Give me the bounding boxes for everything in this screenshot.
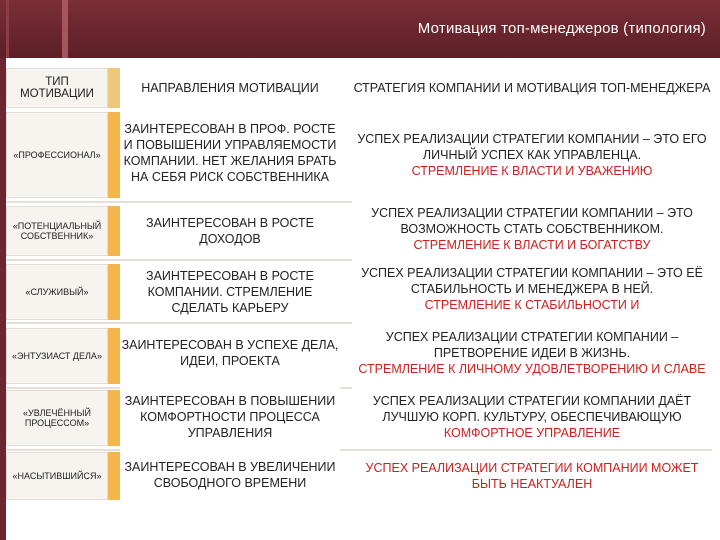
strategy-text: УСПЕХ РЕАЛИЗАЦИИ СТРАТЕГИИ КОМПАНИИ – ЭТО ВОЗМОЖНОСТЬ СТАТЬ СОБСТВЕННИКОМ. bbox=[371, 206, 693, 236]
direction-cell: ЗАИНТЕРЕСОВАН В ПОВЫШЕНИИ КОМФОРТНОСТИ ПРОЦЕССА УПРАВЛЕНИЯ bbox=[120, 386, 340, 448]
strategy-text: УСПЕХ РЕАЛИЗАЦИИ СТРАТЕГИИ КОМПАНИИ – ПРЕТВОРЕНИЕ ИДЕИ В ЖИЗНЬ. bbox=[385, 330, 679, 360]
column-header-type: ТИП МОТИВАЦИИ bbox=[6, 68, 108, 108]
type-cell: «ПОТЕНЦИАЛЬНЫЙ СОБСТВЕННИК» bbox=[6, 206, 108, 256]
strategy-highlight: СТРЕМЛЕНИЕ К ЛИЧНОМУ УДОВЛЕТВОРЕНИЮ И СЛАВЕ bbox=[358, 362, 706, 376]
direction-cell: ЗАИНТЕРЕСОВАН В УВЕЛИЧЕНИИ СВОБОДНОГО ВРЕМЕНИ bbox=[120, 448, 340, 502]
strategy-text: УСПЕХ РЕАЛИЗАЦИИ СТРАТЕГИИ КОМПАНИИ ДАЁТ ЛУЧШУЮ КОРП. КУЛЬТУРУ, ОБЕСПЕЧИВАЮЩУЮ bbox=[372, 394, 692, 424]
strategy-text: УСПЕХ РЕАЛИЗАЦИИ СТРАТЕГИИ КОМПАНИИ – ЭТО ЕГО ЛИЧНЫЙ УСПЕХ КАК УПРАВЛЕНЦА. bbox=[357, 132, 707, 162]
strategy-highlight: КОМФОРТНОЕ УПРАВЛЕНИЕ bbox=[443, 426, 621, 440]
accent-block bbox=[108, 452, 120, 500]
direction-cell: ЗАИНТЕРЕСОВАН В РОСТЕ КОМПАНИИ. СТРЕМЛЕНИЕ СДЕЛАТЬ КАРЬЕРУ bbox=[120, 264, 340, 320]
strategy-highlight: СТРЕМЛЕНИЕ К ВЛАСТИ И УВАЖЕНИЮ bbox=[411, 164, 653, 178]
direction-cell: ЗАИНТЕРЕСОВАН В УСПЕХЕ ДЕЛА, ИДЕИ, ПРОЕКТА bbox=[120, 328, 340, 378]
type-cell: «УВЛЕЧЁННЫЙ ПРОЦЕССОМ» bbox=[6, 390, 108, 446]
direction-cell: ЗАИНТЕРЕСОВАН В ПРОФ. РОСТЕ И ПОВЫШЕНИИ УПРАВЛЯЕМОСТИ КОМПАНИИ. НЕТ ЖЕЛАНИЯ БРАТЬ НА СЕБЯ РИСК СОБСТВЕННИКА bbox=[120, 104, 340, 202]
type-cell: «ПРОФЕССИОНАЛ» bbox=[6, 112, 108, 198]
accent-block bbox=[108, 68, 120, 108]
strategy-highlight: СТРЕМЛЕНИЕ К ВЛАСТИ И БОГАТСТВУ bbox=[413, 238, 651, 252]
slide-header bbox=[0, 0, 720, 58]
accent-block bbox=[108, 264, 120, 320]
strategy-cell bbox=[352, 320, 712, 386]
strategy-highlight: СТРЕМЛЕНИЕ К СТАБИЛЬНОСТИ И bbox=[424, 298, 640, 312]
strategy-cell bbox=[352, 258, 712, 320]
accent-block bbox=[108, 390, 120, 446]
header-stripe bbox=[6, 0, 9, 58]
accent-block bbox=[108, 328, 120, 384]
type-cell: «ЭНТУЗИАСТ ДЕЛА» bbox=[6, 328, 108, 384]
slide-title: Мотивация топ-менеджеров (типология) bbox=[417, 20, 706, 37]
type-cell: «СЛУЖИВЫЙ» bbox=[6, 264, 108, 320]
strategy-cell bbox=[352, 452, 712, 500]
strategy-cell bbox=[352, 196, 712, 262]
strategy-cell bbox=[352, 112, 712, 198]
row-separator bbox=[6, 449, 712, 451]
direction-cell: ЗАИНТЕРЕСОВАН В РОСТЕ ДОХОДОВ bbox=[120, 206, 340, 256]
accent-block bbox=[108, 206, 120, 256]
accent-block bbox=[108, 112, 120, 198]
strategy-text: УСПЕХ РЕАЛИЗАЦИИ СТРАТЕГИИ КОМПАНИИ – ЭТО ЕЁ СТАБИЛЬНОСТЬ И МЕНЕДЖЕРА В НЕЙ. bbox=[361, 266, 703, 296]
column-header-direction: НАПРАВЛЕНИЯ МОТИВАЦИИ bbox=[120, 68, 340, 108]
header-stripe bbox=[62, 0, 68, 58]
type-cell: «НАСЫТИВШИЙСЯ» bbox=[6, 452, 108, 500]
strategy-cell bbox=[352, 386, 712, 448]
column-header-strategy: СТРАТЕГИЯ КОМПАНИИ И МОТИВАЦИЯ ТОП-МЕНЕДЖЕРА bbox=[352, 68, 712, 108]
strategy-highlight: УСПЕХ РЕАЛИЗАЦИИ СТРАТЕГИИ КОМПАНИИ МОЖЕТ БЫТЬ НЕАКТУАЛЕН bbox=[365, 461, 699, 491]
